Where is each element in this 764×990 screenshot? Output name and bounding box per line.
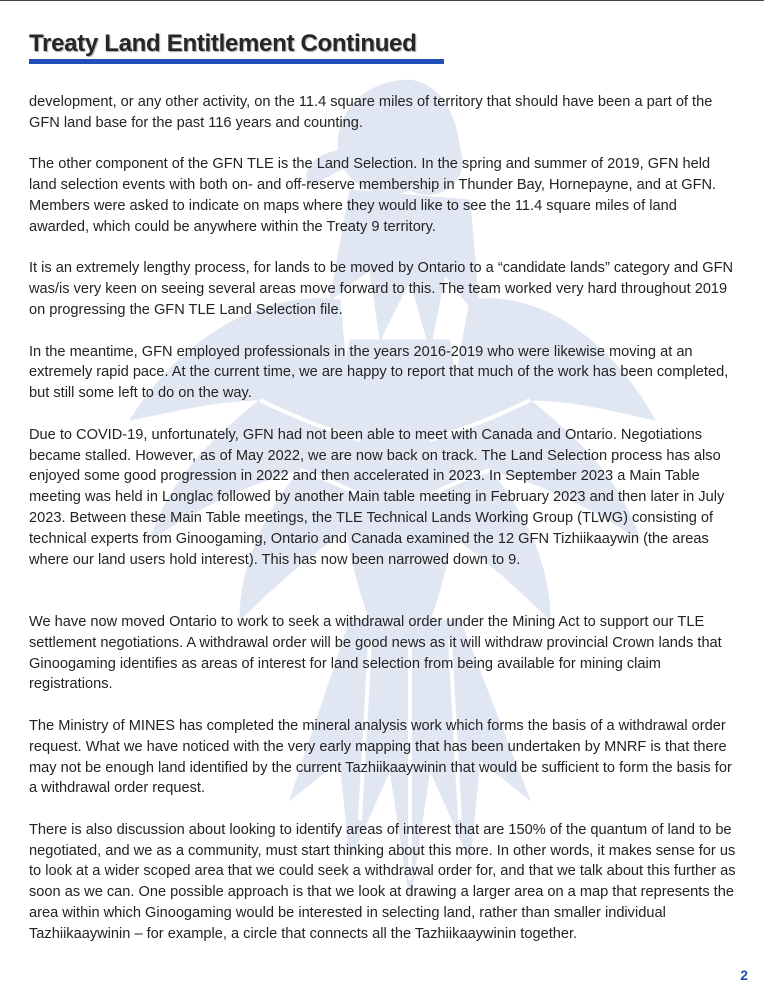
- page-number: 2: [740, 967, 748, 983]
- paragraph: It is an extremely lengthy process, for lands to be moved by Ontario to a “candidate lands” category and GFN was/is very keen on seeing several areas move forward to this. The team worked very hard throughout 2019 on progressing the GFN TLE Land Selection file.: [29, 260, 734, 318]
- paragraph: development, or any other activity, on the 11.4 square miles of territory that should have been a part of the GFN land base for the past 116 years and counting.: [29, 94, 713, 131]
- paragraph: The other component of the GFN TLE is the Land Selection. In the spring and summer of 2019, GFN held land selection events with both on- and off-reserve membership in Thunder Bay, Hornepayne, and at GFN. Members were asked to indicate on maps where they would like to see the 11.4 square miles of land awarded, which could be anywhere within the Treaty 9 territory.: [29, 156, 717, 235]
- paragraph: We have now moved Ontario to work to seek a withdrawal order under the Mining Act to support our TLE settlement negotiations. A withdrawal order will be good news as it will withdraw provincial Crown lands that Ginoogaming identifies as areas of interest for land selection from being available for mining claim registrations.: [29, 613, 722, 693]
- paragraph: The Ministry of MINES has completed the mineral analysis work which forms the basis of a withdrawal order request. What we have noticed with the very early mapping that has been undertaken by MNRF is that there may not be enough land identified by the current Tazhiikaaywinin that would be sufficient to form the basis for a withdrawal order request.: [29, 717, 732, 797]
- page-title: Treaty Land Entitlement Continued: [29, 30, 417, 57]
- top-border-line: [0, 0, 764, 1]
- paragraph: Due to COVID-19, unfortunately, GFN had not been able to meet with Canada and Ontario. Negotiations became stalled. However, as of May 2022, we are now back on track. The Land Selection process has also enjoyed some good progression in 2022 and then accelerated in 2023. In September 2023 a Main Table meeting was held in Longlac followed by another Main table meeting in February 2023 and then later in July 2023. Between these Main Table meetings, the TLE Technical Lands Working Group (TLWG) consisting of technical experts from Ginoogaming, Ontario and Canada examined the 12 GFN Tizhiikaaywin (the areas where our land users hold interest). This has now been narrowed down to 9.: [29, 426, 725, 568]
- paragraph: There is also discussion about looking to identify areas of interest that are 150% of the quantum of land to be negotiated, and we as a community, must start thinking about this more. In other words, it makes sense for us to look at a wider scoped area that we could seek a withdrawal order for, and that we talk about this further as soon as we can. One possible approach is that we look at drawing a larger area on a map that represents the area within which Ginoogaming would be interested in selecting land, rather than smaller individual Tazhiikaaywinin – for example, a circle that connects all the Tazhiikaaywinin together.: [29, 821, 736, 942]
- article-body: [29, 92, 737, 965]
- paragraph: In the meantime, GFN employed professionals in the years 2016-2019 who were likewise moving at an extremely rapid pace. At the current time, we are happy to report that much of the work has been completed, but still some left to do on the way.: [29, 343, 729, 402]
- title-underline: [29, 59, 444, 64]
